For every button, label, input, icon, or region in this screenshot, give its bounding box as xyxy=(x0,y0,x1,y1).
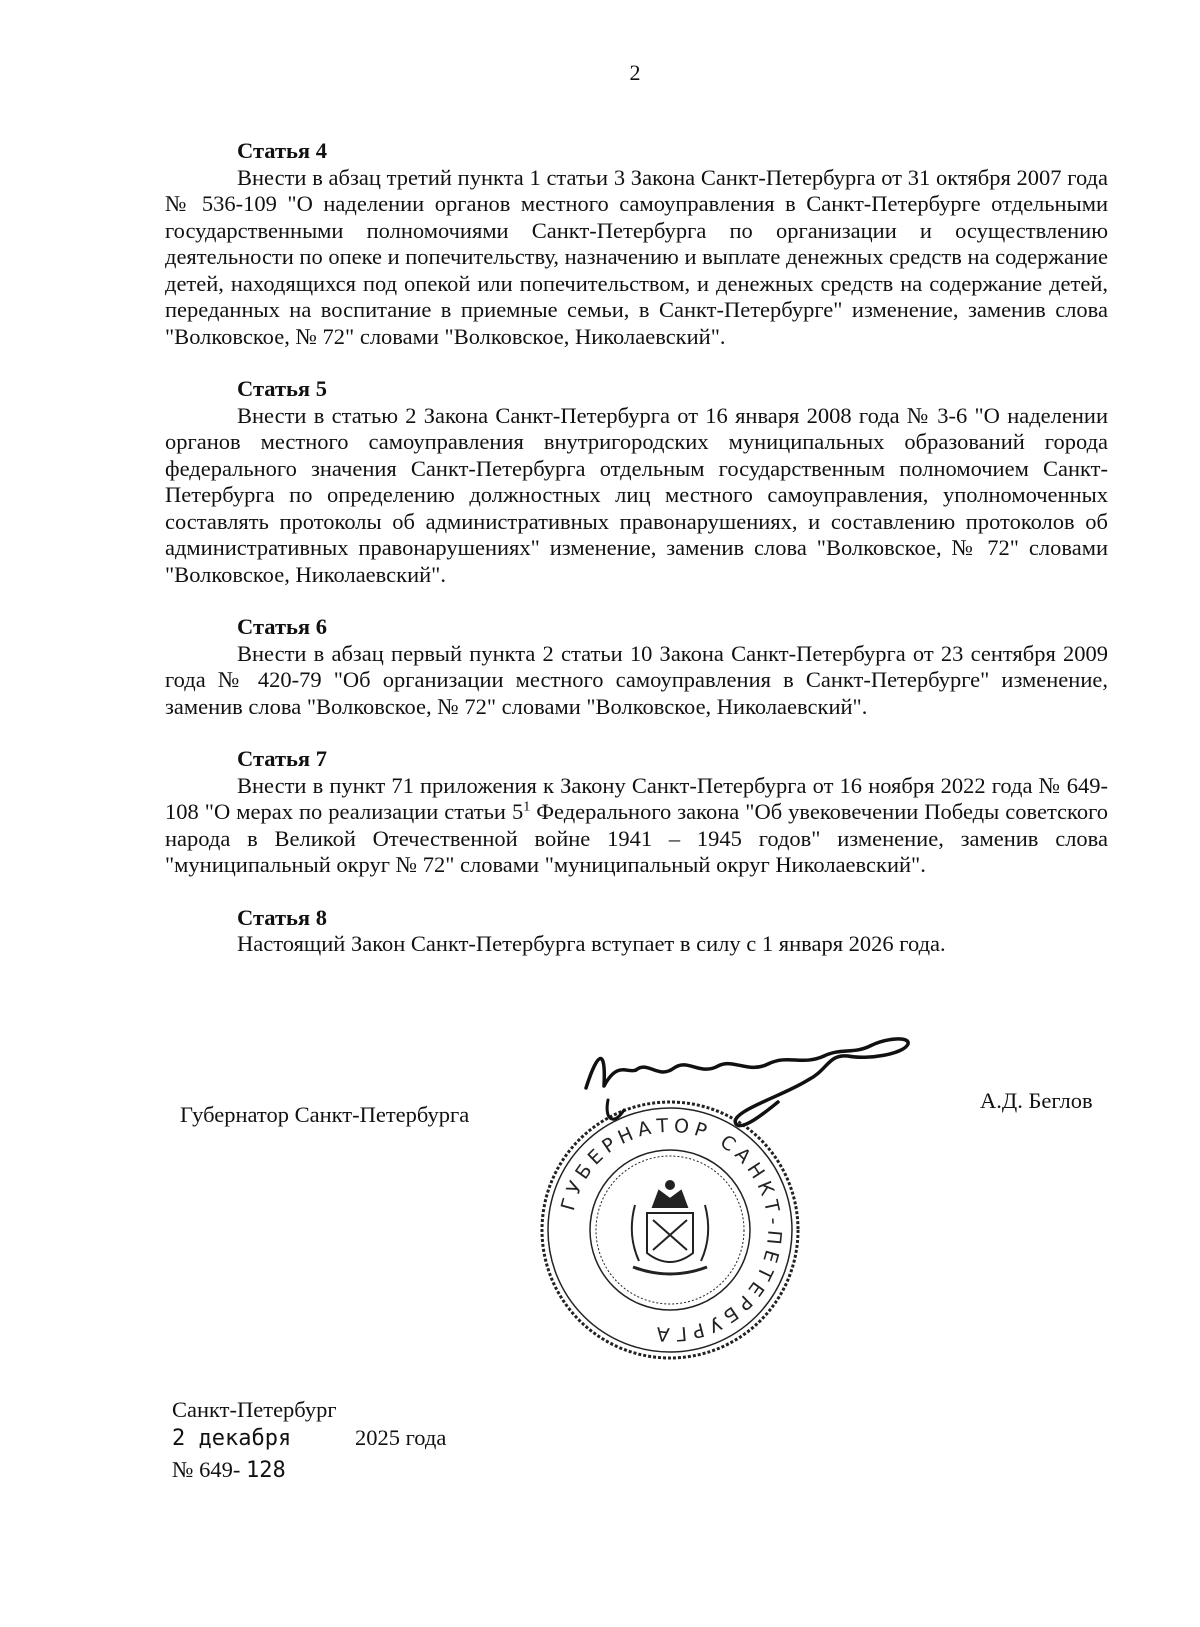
issue-date xyxy=(172,1425,447,1451)
handwritten-signature xyxy=(578,1030,948,1150)
article-text: Внести в статью 2 Закона Санкт-Петербурга от 16 января 2008 года № 3-6 "О наделении органов местного самоуправления внутригородских муниципальных образований города федерального значения Санкт-Петербурга отдельным государственным полномочием Санкт-Петербурга по определению должностных лиц местного самоуправления, уполномоченных составлять протоколы об административных правонарушениях, и составлению протоколов об административных правонарушениях" изменение, заменив слова "Волковское, № 72" словами "Волковское, Николаевский". xyxy=(165,402,1108,587)
coat-of-arms-icon xyxy=(632,1181,708,1274)
article-heading: Статья 8 xyxy=(237,904,327,930)
article-heading: Статья 6 xyxy=(237,614,327,639)
article-text: Внести в абзац первый пункта 2 статьи 10 Закона Санкт-Петербурга от 23 сентября 2009 года № 420-79 "Об организации местного самоуправления в Санкт-Петербурге" изменение, заменив слова "Волковское, № 72" словами "Волковское, Николаевский". xyxy=(165,640,1108,719)
article-text-part: Внести в пункт 71 приложения к Закону Санкт-Петербурга от 16 ноября 2022 года № 649-108 "О мерах по реализации статьи 5 xyxy=(165,772,1108,824)
page-number: 2 xyxy=(629,60,641,85)
superscript: 1 xyxy=(523,799,531,815)
seal-text: ГУБЕРНАТОР САНКТ-ПЕТЕРБУРГА xyxy=(556,1114,786,1346)
article-text xyxy=(165,773,1108,879)
article-6 xyxy=(165,614,1108,720)
governor-title: Губернатор Санкт-Петербурга xyxy=(180,1102,470,1127)
document-number-prefix: № 649- xyxy=(172,1457,241,1482)
document-number-value: 128 xyxy=(245,1458,286,1483)
governor-name: А.Д. Беглов xyxy=(980,1088,1093,1113)
article-4 xyxy=(165,138,1108,350)
article-heading: Статья 5 xyxy=(237,376,327,401)
article-text: Настоящий Закон Санкт-Петербурга вступает в силу с 1 января 2026 года. xyxy=(237,931,946,956)
document-number xyxy=(172,1457,286,1483)
article-7 xyxy=(165,746,1108,879)
document-body xyxy=(165,138,1108,984)
issue-date-day-month: 2 декабря xyxy=(172,1426,292,1451)
article-heading: Статья 4 xyxy=(237,138,327,163)
article-text: Внести в абзац третий пункта 1 статьи 3 Закона Санкт-Петербурга от 31 октября 2007 года № 536-109 "О наделении органов местного самоуправления в Санкт-Петербурге отдельными государственными полномочиями Санкт-Петербурга по организации и осуществлению деятельности по опеке и попечительству, назначению и выплате денежных средств на содержание детей, находящихся под опекой или попечительством, и денежных средств на содержание детей, переданных на воспитание в приемные семьи, в Санкт-Петербурге" изменение, заменив слова "Волковское, № 72" словами "Волковское, Николаевский". xyxy=(165,164,1109,349)
article-heading: Статья 7 xyxy=(237,746,327,771)
issue-place: Санкт-Петербург xyxy=(172,1397,337,1422)
article-8 xyxy=(165,905,1108,958)
issue-date-year: 2025 года xyxy=(355,1425,447,1450)
article-text-part: Федерального закона "Об увековечении Победы советского народа в Великой Отечественной войне 1941 – 1945 годов" изменение, заменив слова "муниципальный округ № 72" словами "муниципальный округ Николаевский". xyxy=(165,799,1109,877)
article-5 xyxy=(165,376,1108,588)
